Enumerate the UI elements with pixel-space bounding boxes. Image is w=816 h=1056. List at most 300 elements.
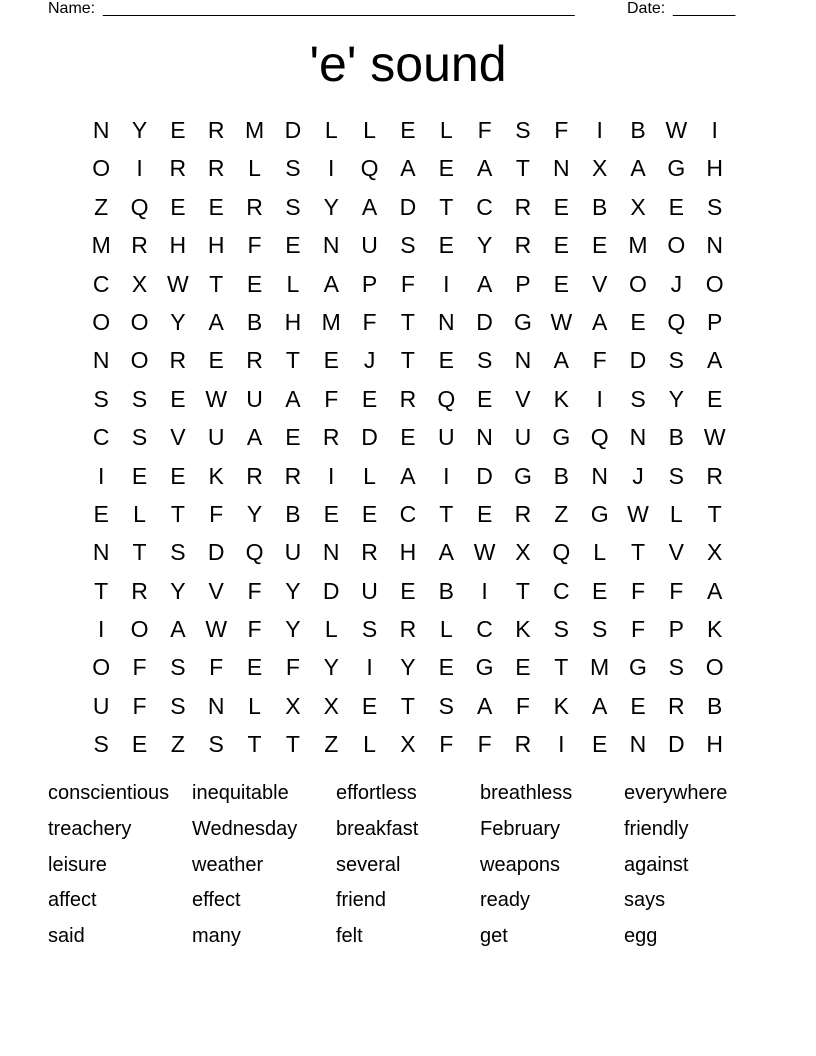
grid-letter[interactable]: L [324,117,338,143]
grid-letter[interactable]: F [477,731,492,758]
grid-letter[interactable]: B [707,692,723,719]
grid-letter[interactable]: I [443,462,450,489]
grid-letter[interactable]: Z [94,193,109,220]
grid-letter[interactable]: T [170,500,185,527]
grid-letter[interactable]: E [361,692,378,719]
grid-letter[interactable]: I [97,616,105,643]
grid-letter[interactable]: Y [170,577,186,604]
word-list-item: affect [48,889,97,912]
grid-letter[interactable]: G [590,500,609,527]
grid-letter[interactable]: T [132,539,147,566]
grid-letter[interactable]: L [133,500,146,527]
name-field-line[interactable]: _____________________________________________________ [103,0,575,17]
grid-letter[interactable]: R [207,155,225,182]
grid-letter[interactable]: S [400,232,416,259]
grid-letter[interactable]: F [247,232,262,259]
grid-letter[interactable]: R [514,731,532,758]
grid-letter[interactable]: S [170,539,186,566]
grid-letter[interactable]: T [439,500,454,527]
grid-letter[interactable]: T [247,731,262,758]
grid-letter[interactable]: E [591,731,608,758]
grid-letter[interactable]: M [91,232,111,259]
grid-letter[interactable]: A [591,692,608,719]
grid-letter[interactable]: Z [324,731,339,758]
word-list-item: ready [480,889,531,912]
grid-letter[interactable]: W [205,385,228,412]
grid-letter[interactable]: R [514,500,532,527]
grid-letter[interactable]: L [248,155,261,182]
grid-letter[interactable]: A [630,155,646,182]
grid-letter[interactable]: S [93,731,109,758]
grid-letter[interactable]: T [209,270,224,297]
grid-letter[interactable]: Z [170,731,185,758]
grid-letter[interactable]: Q [130,193,149,220]
grid-letter[interactable]: E [400,424,416,451]
grid-letter[interactable]: S [668,347,684,374]
grid-letter[interactable]: V [170,424,186,451]
grid-letter[interactable]: E [400,577,416,604]
grid-letter[interactable]: A [285,385,301,412]
grid-letter[interactable]: W [665,117,688,143]
grid-letter[interactable]: Y [131,117,148,143]
grid-letter[interactable]: H [399,539,417,566]
grid-letter[interactable]: S [515,117,531,143]
grid-letter[interactable]: B [246,308,263,335]
grid-letter[interactable]: S [707,193,723,220]
grid-letter[interactable]: B [285,500,301,527]
grid-letter[interactable]: E [553,193,569,220]
grid-letter[interactable]: O [705,654,724,681]
grid-letter[interactable]: R [246,462,263,489]
grid-letter[interactable]: O [705,270,724,297]
grid-letter[interactable]: E [208,193,224,220]
grid-letter[interactable]: R [668,692,685,719]
grid-letter[interactable]: D [629,347,647,374]
grid-letter[interactable]: E [630,692,646,719]
grid-letter[interactable]: A [707,577,723,604]
grid-letter[interactable]: Y [400,654,416,681]
grid-letter[interactable]: F [324,385,339,412]
grid-letter[interactable]: R [169,347,187,374]
grid-letter[interactable]: O [130,347,149,374]
grid-letter[interactable]: A [476,270,493,297]
grid-letter[interactable]: Q [552,539,571,566]
grid-letter[interactable]: E [361,385,378,412]
grid-letter[interactable]: F [362,308,377,335]
grid-letter[interactable]: X [323,692,339,719]
grid-letter[interactable]: C [552,577,570,604]
grid-letter[interactable]: X [707,539,723,566]
grid-letter[interactable]: V [208,577,224,604]
grid-letter[interactable]: P [707,308,723,335]
grid-letter[interactable]: S [476,347,493,374]
grid-letter[interactable]: F [439,731,454,758]
grid-letter[interactable]: X [285,692,301,719]
grid-letter[interactable]: K [553,385,569,412]
grid-letter[interactable]: E [361,500,378,527]
grid-letter[interactable]: F [630,577,646,604]
grid-letter[interactable]: D [284,117,302,143]
grid-letter[interactable]: F [132,692,147,719]
grid-letter[interactable]: T [515,577,530,604]
grid-letter[interactable]: E [438,654,454,681]
grid-letter[interactable]: U [207,424,225,451]
grid-letter[interactable]: R [207,117,225,143]
grid-letter[interactable]: E [93,500,109,527]
grid-letter[interactable]: N [629,731,647,758]
grid-letter[interactable]: I [596,117,603,143]
grid-letter[interactable]: Y [323,654,339,681]
word-list [48,776,768,955]
grid-letter[interactable]: E [285,232,301,259]
grid-letter[interactable]: B [591,193,608,220]
grid-letter[interactable]: X [591,155,608,182]
grid-letter[interactable]: R [706,462,723,489]
grid-letter[interactable]: N [322,232,340,259]
grid-letter[interactable]: E [438,232,454,259]
grid-letter[interactable]: F [400,270,415,297]
grid-letter[interactable]: N [437,308,455,335]
grid-letter[interactable]: E [630,308,646,335]
word-list-item: weapons [480,853,561,876]
grid-letter[interactable]: X [630,193,646,220]
grid-letter[interactable]: G [629,654,647,681]
grid-letter[interactable]: G [514,462,532,489]
grid-letter[interactable]: K [515,616,531,643]
grid-letter[interactable]: L [363,462,376,489]
grid-letter[interactable]: U [437,424,455,451]
grid-letter[interactable]: I [328,462,335,489]
grid-letter[interactable]: E [285,424,301,451]
grid-letter[interactable]: L [439,616,453,643]
grid-letter[interactable]: Q [437,385,456,412]
grid-letter[interactable]: U [514,424,532,451]
grid-letter[interactable]: O [92,654,111,681]
grid-letter[interactable]: T [707,500,722,527]
word-list-item: several [336,853,401,876]
grid-letter[interactable]: E [323,347,339,374]
grid-letter[interactable]: Y [476,232,493,259]
grid-letter[interactable]: T [285,731,300,758]
grid-letter[interactable]: U [92,692,110,719]
grid-letter[interactable]: S [208,731,224,758]
grid-letter[interactable]: Q [245,539,264,566]
grid-letter[interactable]: D [476,462,493,489]
grid-letter[interactable]: R [361,539,378,566]
grid-letter[interactable]: O [667,232,686,259]
grid-letter[interactable]: A [400,155,416,182]
grid-letter[interactable]: G [667,155,686,182]
grid-letter[interactable]: S [361,616,378,643]
grid-letter[interactable]: E [438,347,454,374]
grid-letter[interactable]: I [711,117,718,143]
grid-letter[interactable]: R [131,577,148,604]
grid-letter[interactable]: E [170,193,186,220]
grid-letter[interactable]: O [130,616,149,643]
grid-letter[interactable]: F [247,577,262,604]
grid-letter[interactable]: J [363,347,376,374]
grid-row [82,495,734,533]
grid-letter[interactable]: Y [170,308,186,335]
grid-letter[interactable]: T [285,347,300,374]
grid-letter[interactable]: E [668,193,684,220]
grid-letter[interactable]: V [591,270,608,297]
grid-letter[interactable]: F [515,692,530,719]
grid-letter[interactable]: R [169,155,187,182]
grid-letter[interactable]: S [170,692,186,719]
grid-letter[interactable]: Y [323,193,339,220]
grid-letter[interactable]: R [246,347,263,374]
grid-letter[interactable]: Q [590,424,609,451]
grid-letter[interactable]: F [554,117,569,143]
grid-letter[interactable]: U [361,232,378,259]
grid-letter[interactable]: H [706,155,723,182]
grid-letter[interactable]: K [553,692,569,719]
grid-row [82,533,734,571]
grid-letter[interactable]: O [92,308,111,335]
grid-letter[interactable]: E [323,500,339,527]
grid-letter[interactable]: N [322,539,340,566]
grid-letter[interactable]: J [632,462,644,489]
grid-letter[interactable]: Y [668,385,684,412]
grid-letter[interactable]: L [363,117,376,143]
grid-letter[interactable]: C [92,424,110,451]
grid-letter[interactable]: I [443,270,450,297]
grid-letter[interactable]: V [668,539,684,566]
grid-letter[interactable]: E [591,232,608,259]
grid-letter[interactable]: F [209,500,224,527]
grid-letter[interactable]: E [246,654,263,681]
grid-letter[interactable]: N [207,692,225,719]
grid-letter[interactable]: S [131,385,148,412]
grid-letter[interactable]: S [553,616,569,643]
grid-letter[interactable]: S [170,654,186,681]
grid-letter[interactable]: T [554,654,569,681]
grid-letter[interactable]: E [553,270,569,297]
grid-letter[interactable]: N [476,424,493,451]
grid-letter[interactable]: R [514,232,532,259]
grid-letter[interactable]: E [438,155,454,182]
grid-letter[interactable]: R [322,424,340,451]
grid-letter[interactable]: T [630,539,646,566]
grid-letter[interactable]: W [473,539,496,566]
grid-letter[interactable]: W [205,616,228,643]
grid-letter[interactable]: R [514,193,532,220]
grid-letter[interactable]: P [668,616,684,643]
grid-letter[interactable]: P [361,270,378,297]
grid-letter[interactable]: E [707,385,723,412]
grid-letter[interactable]: H [284,308,302,335]
grid-letter[interactable]: T [515,155,530,182]
grid-letter[interactable]: O [92,155,111,182]
grid-letter[interactable]: G [514,308,532,335]
grid-letter[interactable]: L [363,731,376,758]
grid-letter[interactable]: Y [285,616,301,643]
grid-letter[interactable]: A [476,155,493,182]
date-field-line[interactable]: _______ [673,0,736,17]
grid-letter[interactable]: R [246,193,263,220]
grid-letter[interactable]: S [668,462,684,489]
grid-letter[interactable]: T [94,577,109,604]
grid-letter[interactable]: L [593,539,607,566]
grid-letter[interactable]: E [591,577,608,604]
grid-letter[interactable]: F [285,654,300,681]
grid-letter[interactable]: B [438,577,454,604]
grid-letter[interactable]: W [550,308,573,335]
grid-letter[interactable]: V [515,385,531,412]
grid-letter[interactable]: U [361,577,378,604]
grid-letter[interactable]: X [131,270,148,297]
grid-letter[interactable]: B [668,424,684,451]
word-list-item: everywhere [624,782,728,804]
grid-letter[interactable]: C [476,193,493,220]
grid-letter[interactable]: N [92,117,110,143]
grid-letter[interactable]: N [591,462,608,489]
grid-letter[interactable]: T [439,193,454,220]
grid-letter[interactable]: I [136,155,143,182]
grid-letter[interactable]: M [628,232,648,259]
grid-letter[interactable]: L [248,692,261,719]
grid-letter[interactable]: S [591,616,608,643]
grid-letter[interactable]: H [207,232,225,259]
grid-letter[interactable]: Q [360,155,379,182]
grid-letter[interactable]: M [321,308,341,335]
grid-letter[interactable]: E [131,731,148,758]
grid-letter[interactable]: Q [667,308,686,335]
grid-letter[interactable]: I [328,155,335,182]
grid-letter[interactable]: E [170,462,186,489]
grid-letter[interactable]: X [400,731,416,758]
grid-letter[interactable]: F [132,654,147,681]
grid-letter[interactable]: R [399,616,417,643]
grid-letter[interactable]: D [207,539,225,566]
grid-letter[interactable]: E [515,654,531,681]
grid-letter[interactable]: L [324,616,338,643]
grid-letter[interactable]: D [476,308,493,335]
grid-letter[interactable]: S [630,385,646,412]
grid-letter[interactable]: M [590,654,610,681]
grid-letter[interactable]: I [97,462,105,489]
grid-letter[interactable]: W [627,500,649,527]
grid-letter[interactable]: A [361,193,378,220]
grid-letter[interactable]: D [322,577,340,604]
grid-letter[interactable]: A [438,539,454,566]
grid-letter[interactable]: S [285,155,301,182]
grid-letter[interactable]: R [284,462,302,489]
grid-letter[interactable]: B [553,462,569,489]
grid-letter[interactable]: F [630,616,646,643]
grid-letter[interactable]: W [167,270,189,297]
grid-letter[interactable]: B [630,117,646,143]
grid-letter[interactable]: E [476,500,493,527]
grid-letter[interactable]: N [552,155,570,182]
grid-letter[interactable]: M [244,117,265,143]
grid-letter[interactable]: F [477,117,492,143]
grid-letter[interactable]: L [669,500,683,527]
grid-letter[interactable]: N [629,424,647,451]
grid-letter[interactable]: K [707,616,723,643]
grid-letter[interactable]: T [400,347,415,374]
grid-letter[interactable]: F [592,347,607,374]
grid-letter[interactable]: A [170,616,186,643]
grid-letter[interactable]: S [285,193,301,220]
grid-letter[interactable]: G [552,424,571,451]
grid-letter[interactable]: T [400,308,415,335]
grid-letter[interactable]: A [400,462,416,489]
grid-letter[interactable]: A [553,347,569,374]
grid-letter[interactable]: C [476,616,493,643]
grid-letter[interactable]: X [515,539,531,566]
grid-letter[interactable]: F [247,616,262,643]
grid-letter[interactable]: N [706,232,723,259]
grid-letter[interactable]: D [668,731,685,758]
grid-letter[interactable]: A [323,270,339,297]
grid-letter[interactable]: F [669,577,684,604]
grid-letter[interactable]: U [284,539,302,566]
grid-letter[interactable]: W [703,424,726,451]
grid-letter[interactable]: N [92,539,110,566]
grid-letter[interactable]: A [707,347,723,374]
grid-letter[interactable]: H [706,731,723,758]
grid-letter[interactable]: I [481,577,488,604]
grid-letter[interactable]: Y [285,577,301,604]
grid-letter[interactable]: Z [554,500,569,527]
grid-letter[interactable]: E [170,117,186,143]
grid-letter[interactable]: R [131,232,148,259]
grid-letter[interactable]: O [130,308,149,335]
word-list-item: effect [192,889,241,912]
grid-letter[interactable]: E [400,117,416,143]
grid-letter[interactable]: G [475,654,494,681]
grid-letter[interactable]: E [246,270,263,297]
grid-letter[interactable]: I [366,654,373,681]
grid-letter[interactable]: D [399,193,417,220]
grid-letter[interactable]: S [131,424,148,451]
grid-letter[interactable]: N [92,347,110,374]
grid-letter[interactable]: A [476,692,493,719]
grid-letter[interactable]: C [399,500,417,527]
grid-letter[interactable]: I [558,731,565,758]
grid-letter[interactable]: U [246,385,263,412]
grid-letter[interactable]: L [286,270,300,297]
grid-letter[interactable]: O [629,270,647,297]
grid-letter[interactable]: E [476,385,493,412]
grid-letter[interactable]: H [169,232,187,259]
grid-letter[interactable]: S [438,692,454,719]
grid-letter[interactable]: E [170,385,186,412]
grid-letter[interactable]: F [209,654,224,681]
grid-letter[interactable]: A [591,308,608,335]
grid-letter[interactable]: A [208,308,224,335]
grid-letter[interactable]: S [93,385,109,412]
grid-letter[interactable]: R [399,385,417,412]
grid-letter[interactable]: P [515,270,531,297]
grid-letter[interactable]: S [668,654,684,681]
grid-letter[interactable]: Y [246,500,263,527]
grid-letter[interactable]: E [553,232,569,259]
grid-letter[interactable]: K [208,462,224,489]
grid-letter[interactable]: C [92,270,110,297]
grid-letter[interactable]: E [208,347,224,374]
grid-letter[interactable]: E [131,462,148,489]
grid-letter[interactable]: I [596,385,603,412]
grid-letter[interactable]: J [670,270,683,297]
grid-letter[interactable]: N [514,347,532,374]
grid-letter[interactable]: D [361,424,378,451]
grid-letter[interactable]: L [439,117,453,143]
grid-letter[interactable]: A [246,424,263,451]
grid-letter[interactable]: T [400,692,415,719]
